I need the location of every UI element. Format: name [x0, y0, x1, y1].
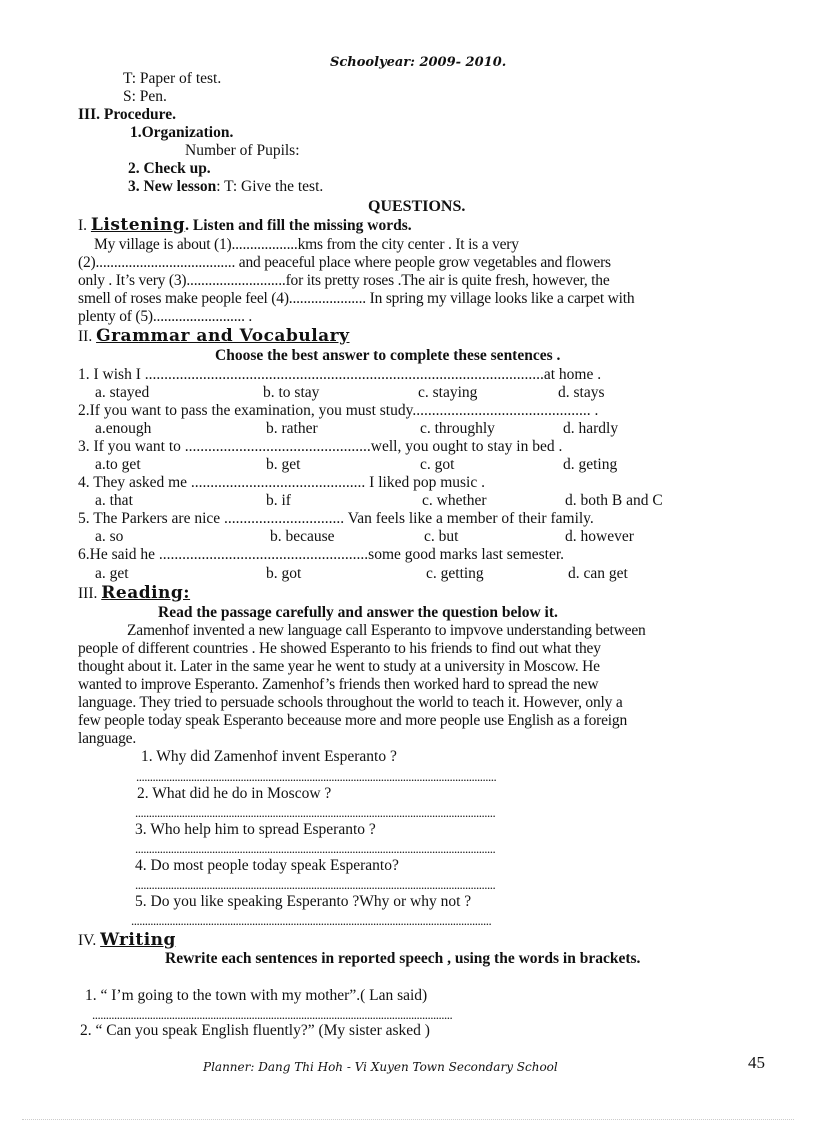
number-of-pupils: Number of Pupils:	[185, 142, 300, 159]
answer-option: b. if	[266, 492, 291, 509]
answer-option: b. to stay	[263, 384, 320, 401]
answer-line: ...................................................................................................................................	[135, 877, 496, 892]
answer-option: c. got	[420, 456, 455, 473]
answer-option: c. whether	[422, 492, 487, 509]
check-up	[128, 160, 211, 178]
questions-title: QUESTIONS.	[368, 198, 466, 215]
listening-line: smell of roses make people feel (4)..................... In spring my village looks like a carpet with	[78, 290, 635, 307]
new-lesson-text: : T: Give the test.	[216, 178, 324, 195]
passage-line: Zamenhof invented a new language call Esperanto to impvove understanding between	[127, 622, 646, 639]
schoolyear-header: Schoolyear: 2009- 2010.	[330, 55, 507, 70]
listening-instruction: . Listen and fill the missing words.	[185, 217, 412, 234]
listening-heading-line	[78, 216, 412, 235]
reading-heading-line	[78, 584, 190, 603]
grammar-question: 3. If you want to ................................................well, you ought to stay in bed .	[78, 438, 563, 455]
answer-option: d. stays	[558, 384, 605, 401]
answer-option: c. throughly	[420, 420, 495, 437]
reading-question: 5. Do you like speaking Esperanto ?Why or why not ?	[135, 893, 472, 910]
listening-heading: Listening	[90, 215, 186, 235]
answer-line: ...................................................................................................................................	[131, 913, 492, 928]
answer-option: a.enough	[95, 420, 152, 437]
organization-heading: 1.Organization.	[130, 124, 234, 141]
grammar-heading-line	[78, 327, 350, 346]
writing-heading-line	[78, 931, 176, 950]
passage-line: wanted to improve Esperanto. Zamenhof’s friends then worked hard to spread the new	[78, 676, 599, 693]
answer-option: b. got	[266, 565, 302, 582]
reading-number: III.	[78, 585, 98, 602]
listening-line: plenty of (5)......................... .	[78, 308, 253, 325]
reading-instruction: Read the passage carefully and answer the question below it.	[158, 604, 558, 621]
grammar-question: 4. They asked me ............................................. I liked pop music .	[78, 474, 485, 491]
new-lesson	[128, 178, 323, 196]
answer-option: a. so	[95, 528, 124, 545]
answer-option: b. get	[266, 456, 301, 473]
grammar-question: 2.If you want to pass the examination, you must study.............................................. .	[78, 402, 599, 419]
listening-line: (2)...................................... and peaceful place where people grow vegetables and flowers	[78, 254, 611, 271]
answer-option: a. stayed	[95, 384, 150, 401]
new-lesson-label: New lesson	[143, 178, 217, 195]
passage-line: language. They tried to persuade schools throughout the world to teach it. However, only a	[78, 694, 623, 711]
answer-line: ...................................................................................................................................	[92, 1007, 453, 1022]
reading-question: 1. Why did Zamenhof invent Esperanto ?	[141, 748, 397, 765]
reading-question: 3. Who help him to spread Esperanto ?	[135, 821, 376, 838]
answer-line: ...................................................................................................................................	[135, 841, 496, 856]
writing-item: 2. “ Can you speak English fluently?” (My sister asked )	[80, 1022, 430, 1039]
writing-item: 1. “ I’m going to the town with my mother”.( Lan said)	[85, 987, 428, 1004]
passage-line: few people today speak Esperanto beceause more and more people use English as a foreign	[78, 712, 628, 729]
new-lesson-number: 3.	[128, 178, 140, 195]
answer-option: a.to get	[95, 456, 141, 473]
answer-line: ...................................................................................................................................	[135, 805, 496, 820]
answer-option: d. both B and C	[565, 492, 663, 509]
grammar-question: 5. The Parkers are nice ............................... Van feels like a member of their family.	[78, 510, 594, 527]
answer-option: d. can get	[568, 565, 628, 582]
answer-line: ...................................................................................................................................	[136, 769, 497, 784]
passage-line: people of different countries . He showed Esperanto to his friends to find out what they	[78, 640, 601, 657]
passage-line: thought about it. Later in the same year he went to study at a university in Moscow. He	[78, 658, 600, 675]
passage-line: language.	[78, 730, 137, 747]
answer-option: b. because	[270, 528, 335, 545]
procedure-heading: III. Procedure.	[78, 106, 177, 123]
answer-option: b. rather	[266, 420, 318, 437]
writing-number: IV.	[78, 932, 97, 949]
reading-question: 4. Do most people today speak Esperanto?	[135, 857, 399, 874]
answer-option: c. staying	[418, 384, 478, 401]
answer-option: d. geting	[563, 456, 618, 473]
check-up-number: 2.	[128, 160, 140, 177]
answer-option: d. hardly	[563, 420, 619, 437]
check-up-label: Check up.	[143, 160, 211, 177]
materials-students: S: Pen.	[123, 88, 167, 105]
materials-teacher: T: Paper of test.	[123, 70, 222, 87]
answer-option: a. get	[95, 565, 129, 582]
answer-option: c. but	[424, 528, 459, 545]
grammar-number: II.	[78, 328, 93, 345]
writing-heading: Writing	[100, 930, 176, 950]
grammar-heading: Grammar and Vocabulary	[96, 326, 350, 346]
listening-line: My village is about (1)..................kms from the city center . It is a very	[94, 236, 519, 253]
reading-question: 2. What did he do in Moscow ?	[137, 785, 332, 802]
planner-footer: Planner: Dang Thi Hoh - Vi Xuyen Town Secondary School	[203, 1060, 558, 1074]
writing-instruction: Rewrite each sentences in reported speech , using the words in brackets.	[165, 950, 641, 967]
grammar-question: 6.He said he ......................................................some good marks last semester.	[78, 546, 565, 563]
grammar-instruction: Choose the best answer to complete these sentences .	[215, 347, 561, 364]
answer-option: c. getting	[426, 565, 484, 582]
page-border	[22, 1119, 794, 1120]
reading-heading: Reading:	[101, 583, 191, 603]
listening-line: only . It’s very (3)...........................for its pretty roses .The air is quite fresh, however, the	[78, 272, 610, 289]
page-number: 45	[748, 1053, 765, 1072]
grammar-question: 1. I wish I .......................................................................................................at home .	[78, 366, 602, 383]
answer-option: a. that	[95, 492, 133, 509]
listening-number: I.	[78, 217, 88, 234]
answer-option: d. however	[565, 528, 634, 545]
